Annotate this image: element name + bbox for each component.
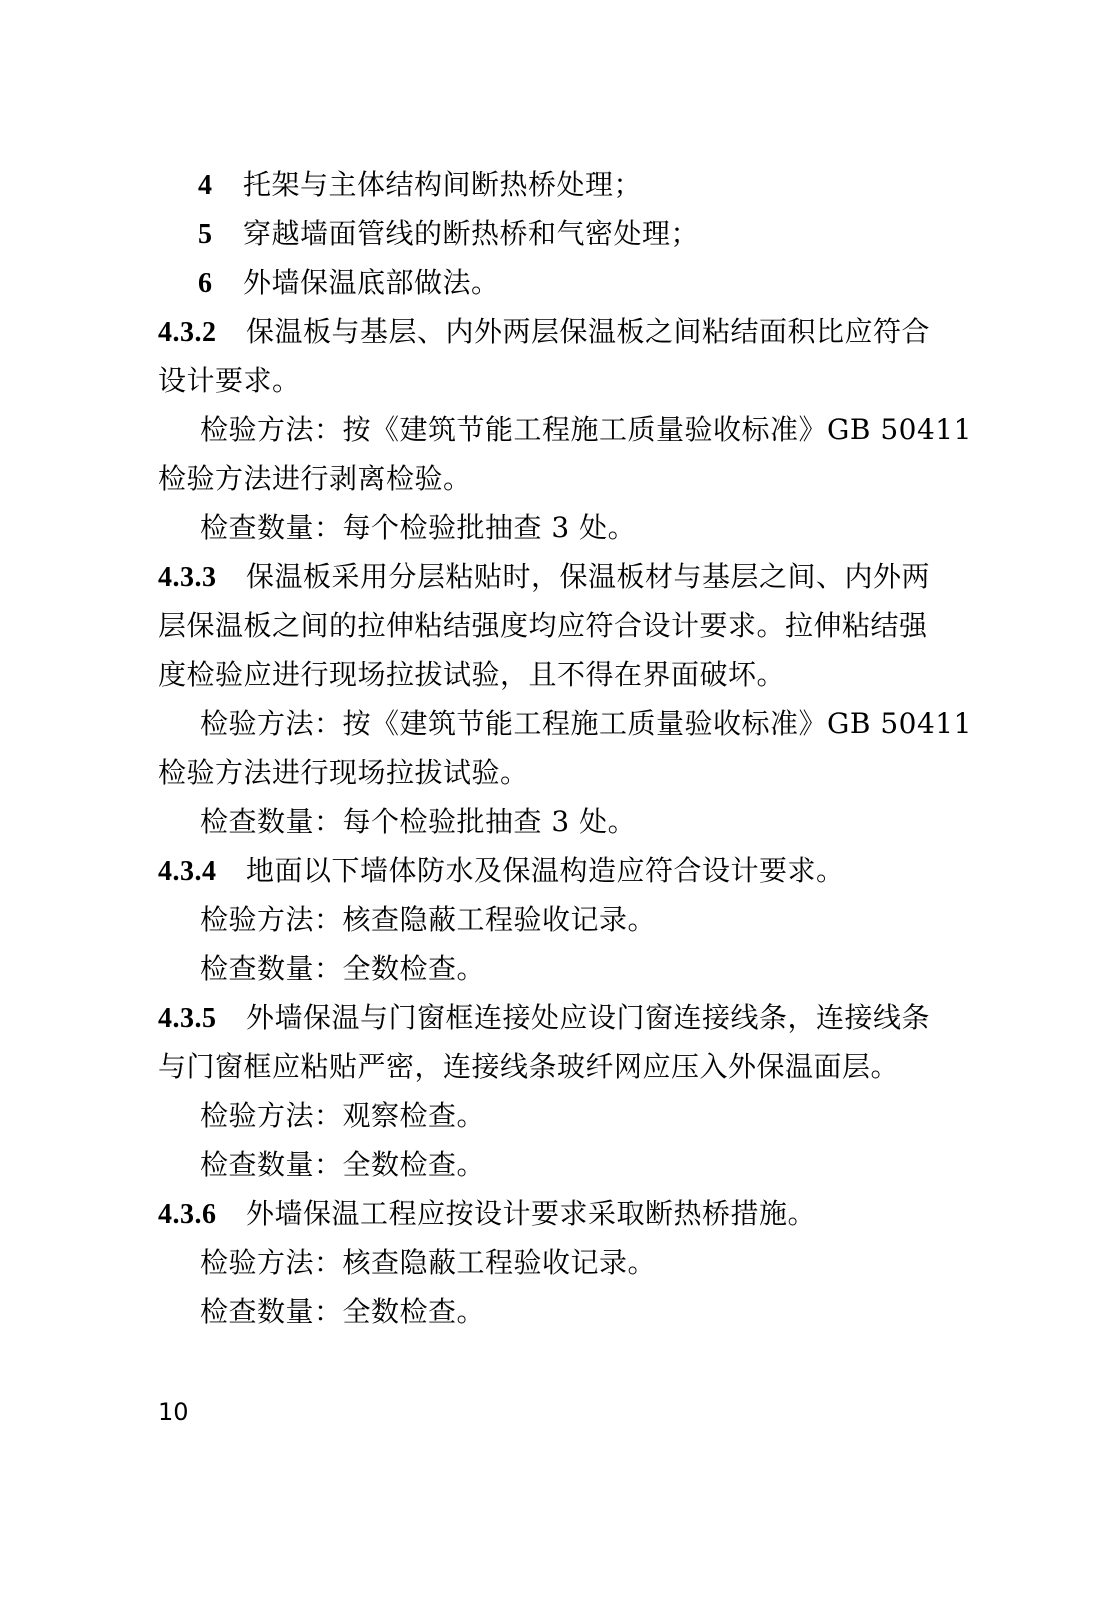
inspection-quantity: 检查数量：全数检查。 [200, 1295, 486, 1328]
clause-number: 4.3.3 [158, 562, 217, 593]
page-number: 10 [158, 1398, 189, 1426]
clause-number: 4.3.2 [158, 317, 217, 348]
item-text: 托架与主体结构间断热桥处理； [243, 168, 643, 201]
item-number: 5 [198, 219, 213, 250]
clause-4-3-6 [158, 1189, 948, 1238]
list-item [158, 209, 948, 258]
inspection-method: 检验方法：观察检查。 [200, 1099, 486, 1132]
list-item [158, 160, 948, 209]
inspection-quantity: 检查数量：每个检验批抽查 3 处。 [200, 805, 637, 838]
inspection-quantity: 检查数量：全数检查。 [200, 952, 486, 985]
clause-text: 保温板与基层、内外两层保温板之间粘结面积比应符合 [246, 315, 931, 348]
list-item [158, 258, 948, 307]
inspection-method: 检验方法：按《建筑节能工程施工质量验收标准》GB 50411 [200, 707, 972, 740]
item-number: 6 [198, 268, 213, 299]
page-body [158, 160, 972, 1336]
inspection-method: 检验方法：核查隐蔽工程验收记录。 [200, 903, 657, 936]
clause-text: 外墙保温与门窗框连接处应设门窗连接线条，连接线条 [246, 1001, 931, 1034]
inspection-method-continued: 检验方法进行剥离检验。 [158, 462, 472, 495]
clause-text: 保温板采用分层粘贴时，保温板材与基层之间、内外两 [246, 560, 931, 593]
clause-text-continued: 设计要求。 [158, 364, 301, 397]
clause-number: 4.3.5 [158, 1003, 217, 1034]
clause-4-3-4 [158, 846, 948, 895]
clause-text: 外墙保温工程应按设计要求采取断热桥措施。 [246, 1197, 817, 1230]
item-text: 外墙保温底部做法。 [243, 266, 500, 299]
item-text: 穿越墙面管线的断热桥和气密处理； [243, 217, 700, 250]
inspection-method: 检验方法：核查隐蔽工程验收记录。 [200, 1246, 657, 1279]
inspection-method: 检验方法：按《建筑节能工程施工质量验收标准》GB 50411 [200, 413, 972, 446]
clause-number: 4.3.4 [158, 856, 217, 887]
clause-4-3-3 [158, 552, 948, 601]
inspection-quantity: 检查数量：全数检查。 [200, 1148, 486, 1181]
clause-4-3-2 [158, 307, 948, 356]
clause-text-continued: 层保温板之间的拉伸粘结强度均应符合设计要求。拉伸粘结强 [158, 609, 928, 642]
clause-text-continued: 度检验应进行现场拉拔试验，且不得在界面破坏。 [158, 658, 786, 691]
clause-4-3-5 [158, 993, 948, 1042]
clause-number: 4.3.6 [158, 1199, 217, 1230]
clause-text-continued: 与门窗框应粘贴严密，连接线条玻纤网应压入外保温面层。 [158, 1050, 900, 1083]
item-number: 4 [198, 170, 213, 201]
inspection-method-continued: 检验方法进行现场拉拔试验。 [158, 756, 529, 789]
clause-text: 地面以下墙体防水及保温构造应符合设计要求。 [246, 854, 845, 887]
inspection-quantity: 检查数量：每个检验批抽查 3 处。 [200, 511, 637, 544]
